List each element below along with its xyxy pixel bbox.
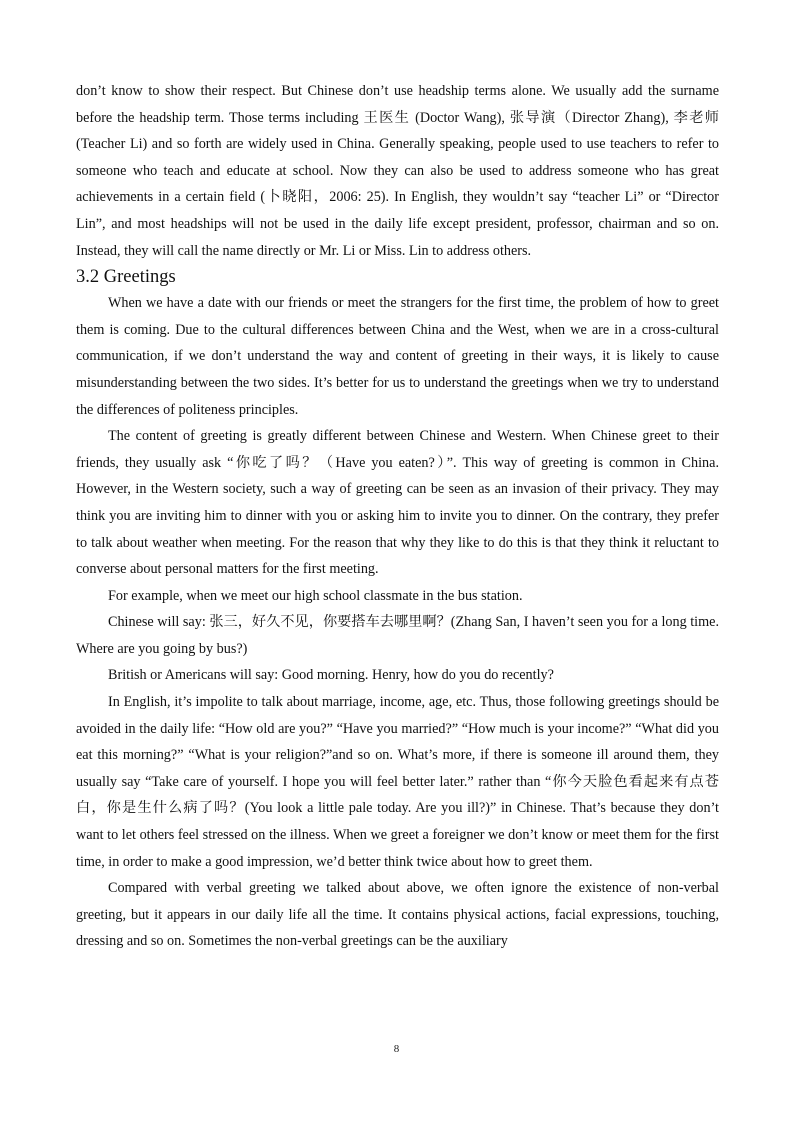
- paragraph-headship-terms: don’t know to show their respect. But Chinese don’t use headship terms alone. We usually add the surname before the headship term. Those terms including 王医生 (Doctor Wang), 张导演（Director Zhang), 李老师 (Teacher Li) and so forth are widely used in China. Generally speaking, people used to use teachers to refer to someone who teach and educate at school. Now they can also be used to address someone who has great achievements in a certain field (卜晓阳，2006: 25). In English, they wouldn’t say “teacher Li” or “Director Lin”, and most headships will not be used in the daily life except president, professor, chairman and so on. Instead, they will call the name directly or Mr. Li or Miss. Lin to address others.: [76, 83, 719, 259]
- document-body: [76, 78, 719, 955]
- paragraph-greeting-problem: When we have a date with our friends or meet the strangers for the first time, the problem of how to greet them is coming. Due to the cultural differences between China and the West, when we are in a cross-cultural communication, if we don’t understand the way and content of greeting in their ways, it is likely to cause misunderstanding between the two sides. It’s better for us to understand the greetings when we try to understand the differences of politeness principles.: [76, 295, 719, 418]
- paragraph-impolite-topics: In English, it’s impolite to talk about marriage, income, age, etc. Thus, those following greetings should be avoided in the daily life: “How old are you?” “Have you married?” “How much is your income?” “What did you eat this morning?” “What is your religion?”and so on. What’s more, if there is someone ill around them, they usually say “Take care of yourself. I hope you will feel better later.” rather than “你今天脸色看起来有点苍白，你是生什么病了吗？(You look a little pale today. Are you ill?)” in Chinese. That’s because they don’t want to let others feel stressed on the illness. When we greet a foreigner we don’t know or meet them for the first time, in order to make a good impression, we’d better think twice about how to greet them.: [76, 694, 719, 870]
- paragraph-nonverbal-greeting: Compared with verbal greeting we talked about above, we often ignore the existence of non-verbal greeting, but it appears in our daily life all the time. It contains physical actions, facial expressions, touching, dressing and so on. Sometimes the non-verbal greetings can be the auxiliary: [76, 880, 719, 950]
- paragraph-example-intro: For example, when we meet our high school classmate in the bus station.: [108, 587, 523, 604]
- paragraph-western-example: British or Americans will say: Good morning. Henry, how do you do recently?: [108, 667, 554, 684]
- page-number: 8: [393, 1043, 400, 1055]
- paragraph-chinese-example: Chinese will say: 张三，好久不见，你要搭车去哪里啊？(Zhang San, I haven’t seen you for a long time. Where are you going by bus?): [76, 614, 719, 657]
- paragraph-greeting-content: The content of greeting is greatly different between Chinese and Western. When Chinese greet to their friends, they usually ask “你吃了吗？（Have you eaten?）”. This way of greeting is common in China. However, in the Western society, such a way of greeting can be seen as an invasion of their privacy. They may think you are inviting him to dinner with you or asking him to invite you to dinner. On the contrary, they prefer to talk about weather when meeting. For the reason that why they like to do this is that they think it reluctant to converse about personal matters for the first meeting.: [76, 428, 719, 578]
- section-heading-greetings: 3.2 Greetings: [76, 267, 176, 288]
